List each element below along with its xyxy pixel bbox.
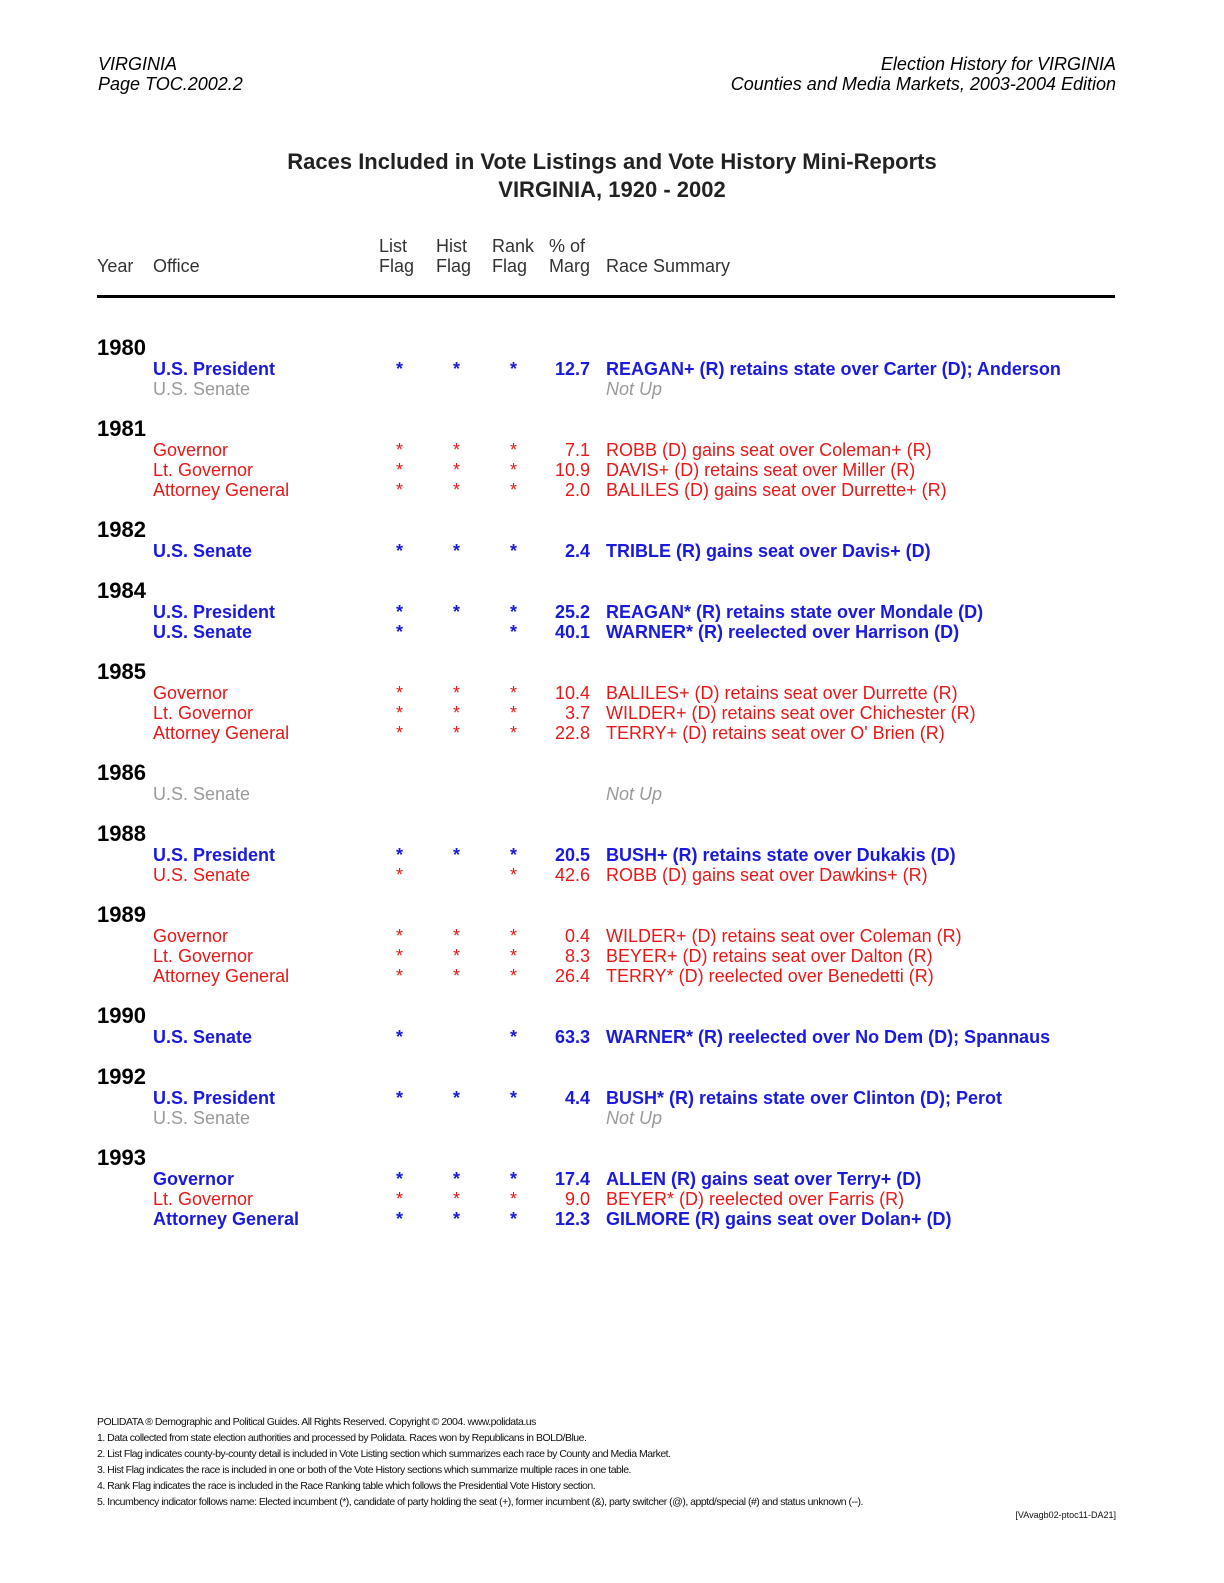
year-label: 1986 [97, 760, 146, 785]
list-flag: * [396, 703, 404, 723]
race-office: Attorney General [153, 1209, 300, 1229]
margin-value: 42.6 [554, 865, 590, 885]
hist-flag: * [453, 703, 461, 723]
race-row [0, 1027, 1224, 1047]
year-label: 1993 [97, 1145, 146, 1170]
rank-flag: * [510, 845, 518, 865]
race-office: Lt. Governor [153, 946, 254, 966]
year-label: 1981 [97, 416, 146, 441]
col-marg-line2: Marg [549, 256, 591, 276]
race-summary: BEYER+ (D) retains seat over Dalton (R) [606, 946, 933, 966]
hist-flag: * [453, 1209, 461, 1229]
list-flag: * [396, 1209, 404, 1229]
rank-flag: * [510, 602, 518, 622]
hist-flag: * [453, 683, 461, 703]
col-summary: Race Summary [606, 256, 731, 276]
rank-flag: * [510, 946, 518, 966]
year-label: 1989 [97, 902, 146, 927]
hist-flag: * [453, 946, 461, 966]
race-row [0, 1169, 1224, 1189]
race-office: Attorney General [153, 723, 290, 743]
race-office: U.S. Senate [153, 1108, 251, 1128]
header-publication: Election History for VIRGINIA [880, 54, 1116, 74]
col-list-line2: Flag [379, 256, 415, 276]
race-office: U.S. President [153, 602, 276, 622]
col-list [379, 236, 414, 276]
rank-flag: * [510, 1209, 518, 1229]
year-block [0, 823, 1224, 885]
year-label: 1992 [97, 1064, 146, 1089]
race-row [0, 379, 1224, 399]
race-row [0, 865, 1224, 885]
race-summary: REAGAN* (R) retains state over Mondale (D) [606, 602, 984, 622]
list-flag: * [396, 1189, 404, 1209]
rank-flag: * [510, 926, 518, 946]
race-row [0, 966, 1224, 986]
hist-flag: * [453, 1189, 461, 1209]
year-block [0, 418, 1224, 500]
race-office: U.S. Senate [153, 379, 251, 399]
race-row [0, 541, 1224, 561]
race-row [0, 1108, 1224, 1128]
race-row [0, 683, 1224, 703]
race-office: U.S. Senate [153, 622, 253, 642]
race-listing [0, 337, 1224, 1248]
rank-flag: * [510, 1169, 518, 1189]
col-year: Year [97, 256, 134, 276]
hist-flag: * [453, 966, 461, 986]
header-rule [97, 295, 1115, 298]
col-rank-line2: Flag [492, 256, 528, 276]
race-row [0, 359, 1224, 379]
year-label: 1990 [97, 1003, 146, 1028]
race-row [0, 480, 1224, 500]
margin-value: 0.4 [564, 926, 590, 946]
race-office: Governor [153, 1169, 235, 1189]
year-block [0, 904, 1224, 986]
race-row [0, 926, 1224, 946]
year-label: 1980 [97, 335, 146, 360]
hist-flag: * [453, 541, 461, 561]
list-flag: * [396, 602, 404, 622]
year-block [0, 661, 1224, 743]
race-summary: ROBB (D) gains seat over Dawkins+ (R) [606, 865, 928, 885]
race-summary: TRIBLE (R) gains seat over Davis+ (D) [606, 541, 931, 561]
list-flag: * [396, 541, 404, 561]
race-office: Governor [153, 926, 229, 946]
race-office: U.S. Senate [153, 541, 253, 561]
document-code: [VAvagb02-ptoc11-DA21] [1015, 1510, 1116, 1520]
race-office: U.S. Senate [153, 865, 251, 885]
hist-flag: * [453, 359, 461, 379]
list-flag: * [396, 440, 404, 460]
race-summary: REAGAN+ (R) retains state over Carter (D); Anderson [606, 359, 1061, 379]
list-flag: * [396, 1088, 404, 1108]
list-flag: * [396, 1169, 404, 1189]
margin-value: 12.3 [554, 1209, 590, 1229]
col-hist [436, 236, 471, 276]
race-office: U.S. President [153, 845, 276, 865]
race-office: Governor [153, 683, 229, 703]
col-marg [549, 236, 590, 276]
race-summary: GILMORE (R) gains seat over Dolan+ (D) [606, 1209, 952, 1229]
list-flag: * [396, 480, 404, 500]
race-row [0, 703, 1224, 723]
list-flag: * [396, 622, 404, 642]
race-office: Governor [153, 440, 229, 460]
race-summary: WARNER* (R) reelected over No Dem (D); Spannaus [606, 1027, 1051, 1047]
margin-value: 2.4 [564, 541, 590, 561]
year-label: 1984 [97, 578, 146, 603]
rank-flag: * [510, 480, 518, 500]
col-office: Office [153, 256, 200, 276]
rank-flag: * [510, 1027, 518, 1047]
rank-flag: * [510, 440, 518, 460]
race-row [0, 1088, 1224, 1108]
margin-value: 63.3 [554, 1027, 590, 1047]
race-summary: Not Up [606, 1108, 663, 1128]
rank-flag: * [510, 683, 518, 703]
race-row [0, 602, 1224, 622]
hist-flag: * [453, 440, 461, 460]
hist-flag: * [453, 1169, 461, 1189]
rank-flag: * [510, 1088, 518, 1108]
race-summary: WILDER+ (D) retains seat over Chichester (R) [606, 703, 976, 723]
race-row [0, 723, 1224, 743]
year-block [0, 1147, 1224, 1229]
race-row [0, 784, 1224, 804]
margin-value: 25.2 [554, 602, 590, 622]
race-row [0, 946, 1224, 966]
hist-flag: * [453, 926, 461, 946]
year-label: 1982 [97, 517, 146, 542]
col-rank [492, 236, 534, 276]
hist-flag: * [453, 460, 461, 480]
rank-flag: * [510, 865, 518, 885]
footnote-1: 1. Data collected from state election authorities and processed by Polidata. Races won by Republicans in BOLD/Blue. [97, 1432, 587, 1444]
margin-value: 10.9 [554, 460, 590, 480]
margin-value: 20.5 [554, 845, 590, 865]
race-row [0, 1189, 1224, 1209]
margin-value: 10.4 [554, 683, 590, 703]
rank-flag: * [510, 703, 518, 723]
hist-flag: * [453, 845, 461, 865]
margin-value: 22.8 [554, 723, 590, 743]
rank-flag: * [510, 966, 518, 986]
list-flag: * [396, 845, 404, 865]
list-flag: * [396, 359, 404, 379]
race-summary: BUSH* (R) retains state over Clinton (D); Perot [606, 1088, 1003, 1108]
footnote-4: 4. Rank Flag indicates the race is included in the Race Ranking table which follows the Presidential Vote History section. [97, 1480, 596, 1492]
race-row [0, 460, 1224, 480]
margin-value: 12.7 [554, 359, 590, 379]
list-flag: * [396, 926, 404, 946]
race-summary: Not Up [606, 784, 663, 804]
col-marg-line1: % of [549, 236, 586, 256]
year-block [0, 580, 1224, 642]
race-summary: BUSH+ (R) retains state over Dukakis (D) [606, 845, 956, 865]
race-summary: WARNER* (R) reelected over Harrison (D) [606, 622, 960, 642]
race-row [0, 1209, 1224, 1229]
race-summary: BEYER* (D) reelected over Farris (R) [606, 1189, 905, 1209]
header-state: VIRGINIA [98, 54, 178, 74]
footnote-3: 3. Hist Flag indicates the race is included in one or both of the Vote History sections which summarize multiple races in one table. [97, 1464, 631, 1476]
hist-flag: * [453, 1088, 461, 1108]
list-flag: * [396, 723, 404, 743]
race-office: U.S. Senate [153, 784, 251, 804]
margin-value: 17.4 [554, 1169, 590, 1189]
margin-value: 3.7 [564, 703, 590, 723]
rank-flag: * [510, 1189, 518, 1209]
year-label: 1988 [97, 821, 146, 846]
race-summary: DAVIS+ (D) retains seat over Miller (R) [606, 460, 916, 480]
footnote-2: 2. List Flag indicates county-by-county detail is included in Vote Listing section which summarizes each race by County and Media Market. [97, 1448, 671, 1460]
footnotes [97, 1414, 863, 1510]
race-summary: WILDER+ (D) retains seat over Coleman (R) [606, 926, 962, 946]
race-office: U.S. President [153, 1088, 276, 1108]
race-office: U.S. Senate [153, 1027, 253, 1047]
year-block [0, 519, 1224, 561]
race-office: Attorney General [153, 966, 290, 986]
year-block [0, 337, 1224, 399]
page-title [0, 148, 1224, 204]
race-summary: ALLEN (R) gains seat over Terry+ (D) [606, 1169, 922, 1189]
header-edition: Counties and Media Markets, 2003-2004 Edition [730, 74, 1116, 94]
margin-value: 26.4 [554, 966, 590, 986]
race-office: Lt. Governor [153, 460, 254, 480]
footnote-5: 5. Incumbency indicator follows name: Elected incumbent (*), candidate of party holding the seat (+), former incumbent (&), party switcher (@), apptd/special (#) and status unknown (--). [97, 1496, 863, 1508]
race-office: U.S. President [153, 359, 276, 379]
header-page: Page TOC.2002.2 [98, 74, 243, 94]
rank-flag: * [510, 359, 518, 379]
footnote-copyright: POLIDATA ® Demographic and Political Guides. All Rights Reserved. Copyright © 2004. www.polidata.us [97, 1416, 536, 1428]
col-hist-line1: Hist [436, 236, 467, 256]
race-row [0, 622, 1224, 642]
list-flag: * [396, 966, 404, 986]
hist-flag: * [453, 723, 461, 743]
race-summary: BALILES+ (D) retains seat over Durrette (R) [606, 683, 958, 703]
year-block [0, 762, 1224, 804]
margin-value: 9.0 [564, 1189, 590, 1209]
year-block [0, 1066, 1224, 1128]
col-list-line1: List [379, 236, 408, 256]
race-office: Lt. Governor [153, 703, 254, 723]
rank-flag: * [510, 622, 518, 642]
title-line-1: Races Included in Vote Listings and Vote History Mini-Reports [287, 149, 937, 174]
rank-flag: * [510, 460, 518, 480]
margin-value: 8.3 [564, 946, 590, 966]
rank-flag: * [510, 723, 518, 743]
race-office: Lt. Governor [153, 1189, 254, 1209]
list-flag: * [396, 460, 404, 480]
margin-value: 2.0 [564, 480, 590, 500]
col-hist-line2: Flag [436, 256, 472, 276]
margin-value: 4.4 [564, 1088, 590, 1108]
margin-value: 40.1 [554, 622, 590, 642]
race-office: Attorney General [153, 480, 290, 500]
col-rank-line1: Rank [492, 236, 535, 256]
header-left [98, 54, 243, 94]
hist-flag: * [453, 602, 461, 622]
header-right [731, 54, 1116, 94]
list-flag: * [396, 946, 404, 966]
race-summary: BALILES (D) gains seat over Durrette+ (R) [606, 480, 947, 500]
list-flag: * [396, 865, 404, 885]
margin-value: 7.1 [564, 440, 590, 460]
race-row [0, 845, 1224, 865]
title-line-2: VIRGINIA, 1920 - 2002 [498, 177, 726, 202]
hist-flag: * [453, 480, 461, 500]
rank-flag: * [510, 541, 518, 561]
year-label: 1985 [97, 659, 146, 684]
race-summary: Not Up [606, 379, 663, 399]
race-row [0, 440, 1224, 460]
year-block [0, 1005, 1224, 1047]
list-flag: * [396, 1027, 404, 1047]
race-summary: ROBB (D) gains seat over Coleman+ (R) [606, 440, 932, 460]
list-flag: * [396, 683, 404, 703]
race-summary: TERRY* (D) reelected over Benedetti (R) [606, 966, 934, 986]
race-summary: TERRY+ (D) retains seat over O' Brien (R) [606, 723, 945, 743]
